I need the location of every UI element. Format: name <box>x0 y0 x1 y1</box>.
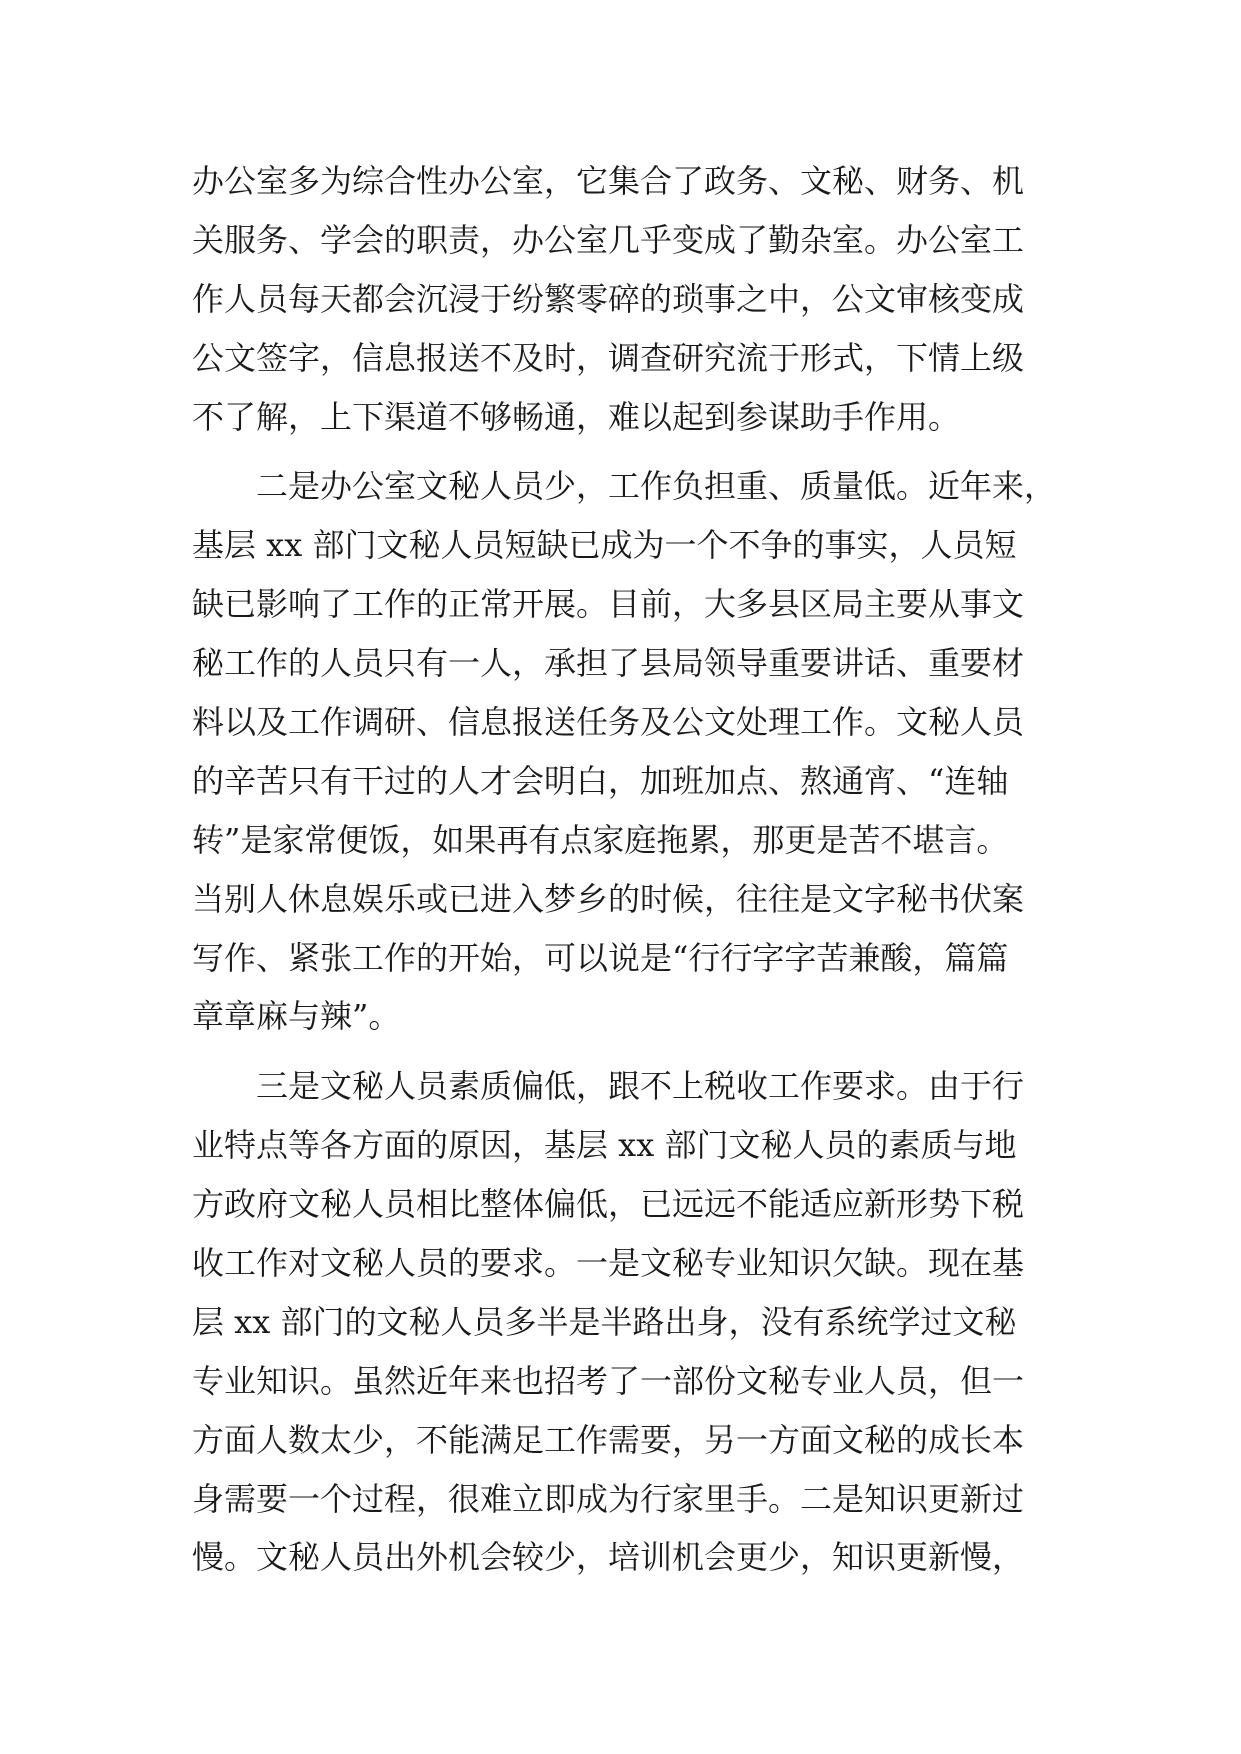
paragraph-gap <box>192 446 1057 457</box>
text-line: 办公室多为综合性办公室，它集合了政务、文秘、财务、机 <box>192 162 1025 200</box>
text-line: 方面人数太少，不能满足工作需要，另一方面文秘的成长本 <box>192 1420 1025 1459</box>
text-line: 当别人休息娱乐或已进入梦乡的时候，往往是文字秘书伏案 <box>192 879 1025 918</box>
text-line: 作人员每天都会沉浸于纷繁零碎的琐事之中，公文审核变成 <box>192 279 1025 318</box>
text-line: 收工作对文秘人员的要求。一是文秘专业知识欠缺。现在基 <box>192 1244 1025 1283</box>
paragraph <box>192 1057 1057 1587</box>
text-line: 写作、紧张工作的开始，可以说是“行行字字苦兼酸，篇篇 <box>192 938 1009 977</box>
text-line: 业特点等各方面的原因，基层 xx 部门文秘人员的素质与地 <box>192 1126 1017 1165</box>
text-line: 身需要一个过程，很难立即成为行家里手。二是知识更新过 <box>192 1479 1025 1518</box>
text-line: 不了解，上下渠道不够畅通，难以起到参谋助手作用。 <box>192 397 961 436</box>
text-line: 的辛苦只有干过的人才会明白，加班加点、熬通宵、“连轴 <box>192 761 1009 800</box>
text-line: 关服务、学会的职责，办公室几乎变成了勤杂室。办公室工 <box>192 220 1025 259</box>
text-line: 料以及工作调研、信息报送任务及公文处理工作。文秘人员 <box>192 703 1025 742</box>
text-line: 层 xx 部门的文秘人员多半是半路出身，没有系统学过文秘 <box>192 1302 1017 1341</box>
text-line: 三是文秘人员素质偏低，跟不上税收工作要求。由于行 <box>192 1067 1025 1106</box>
text-line: 二是办公室文秘人员少，工作负担重、质量低。近年来， <box>192 467 1057 506</box>
paragraph <box>192 152 1057 446</box>
text-line: 方政府文秘人员相比整体偏低，已远远不能适应新形势下税 <box>192 1185 1025 1224</box>
text-line: 秘工作的人员只有一人，承担了县局领导重要讲话、重要材 <box>192 644 1025 683</box>
text-line: 章章麻与辣”。 <box>192 997 401 1036</box>
paragraph-gap <box>192 1046 1057 1057</box>
text-line: 慢。文秘人员出外机会较少，培训机会更少，知识更新慢， <box>192 1538 1025 1577</box>
text-line: 基层 xx 部门文秘人员短缺已成为一个不争的事实，人员短 <box>192 526 1017 565</box>
text-line: 转”是家常便饭，如果再有点家庭拖累，那更是苦不堪言。 <box>192 820 1009 859</box>
body-text <box>192 152 1057 1587</box>
text-line: 专业知识。虽然近年来也招考了一部份文秘专业人员，但一 <box>192 1361 1025 1400</box>
paragraph <box>192 457 1057 1046</box>
text-line: 缺已影响了工作的正常开展。目前，大多县区局主要从事文 <box>192 585 1025 624</box>
text-line: 公文签字，信息报送不及时，调查研究流于形式，下情上级 <box>192 338 1025 377</box>
